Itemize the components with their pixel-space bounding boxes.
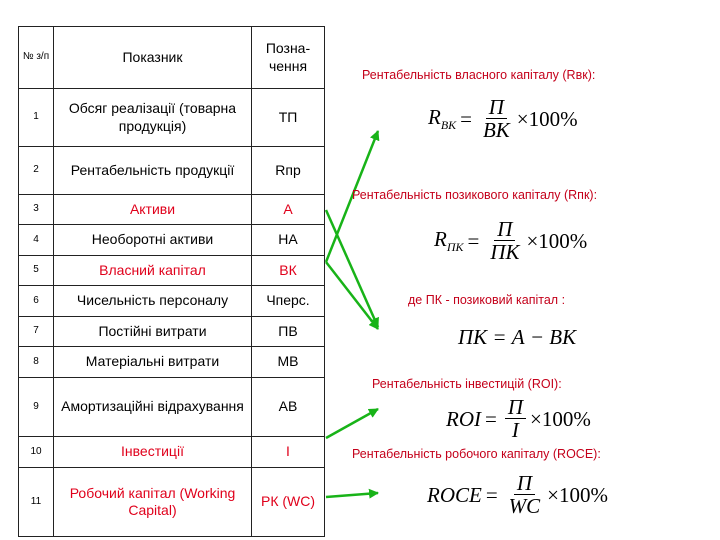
row-num: 3: [19, 195, 54, 225]
header-num: № з/п: [19, 27, 54, 89]
pk-formula: ПК = А − ВК: [458, 325, 577, 349]
row-name: Постійні витрати: [54, 317, 252, 347]
row-symbol: АВ: [252, 378, 325, 437]
roce-label: Рентабельність робочого капіталу (ROCE):: [352, 447, 601, 461]
row-symbol: ПВ: [252, 317, 325, 347]
roi-label: Рентабельність інвестицій (ROI):: [372, 377, 562, 391]
row-name: Інвестиції: [54, 437, 252, 468]
row-num: 10: [19, 437, 54, 468]
rvk-lhs: $R_{ВК}$: [428, 104, 457, 133]
arrow-investments: [326, 409, 378, 438]
rpk-formula: $R_{ПК}$ = $\frac{П}{ПК}$ ×100%: [434, 217, 588, 265]
pk-label: де ПК - позиковий капітал :: [408, 293, 566, 307]
roce-formula: ROCE = $\frac{П}{WC}$ ×100%: [427, 471, 609, 519]
row-symbol: РК (WC): [252, 468, 325, 537]
row-name: Чисельність персоналу: [54, 286, 252, 317]
rvk-tail: ×100%: [516, 106, 578, 131]
rvk-formula: $R_{ВК}$ = $\frac{П}{ВК}$ ×100%: [428, 95, 578, 143]
row-symbol: Rпр: [252, 147, 325, 195]
header-symbol: Позна- чення: [252, 27, 325, 89]
row-num: 8: [19, 347, 54, 378]
header-name: Показник: [54, 27, 252, 89]
row-symbol: Чперс.: [252, 286, 325, 317]
row-name: Обсяг реалізації (товарна продукція): [54, 89, 252, 147]
row-num: 2: [19, 147, 54, 195]
rvk-label: Рентабельність власного капіталу (Rвк):: [362, 68, 596, 82]
row-num: 1: [19, 89, 54, 147]
row-num: 5: [19, 256, 54, 286]
row-num: 9: [19, 378, 54, 437]
row-symbol: НА: [252, 225, 325, 256]
row-name: Амортизаційні відрахування: [54, 378, 252, 437]
row-symbol: ВК: [252, 256, 325, 286]
row-name: Матеріальні витрати: [54, 347, 252, 378]
row-num: 7: [19, 317, 54, 347]
arrow-equity-pk: [326, 262, 378, 329]
row-name: Необоротні активи: [54, 225, 252, 256]
row-num: 6: [19, 286, 54, 317]
row-symbol: ТП: [252, 89, 325, 147]
row-num: 4: [19, 225, 54, 256]
row-symbol: І: [252, 437, 325, 468]
row-name: Робочий капітал (Working Capital): [54, 468, 252, 537]
roi-formula: ROI = $\frac{П}{І}$ ×100%: [446, 395, 591, 443]
row-num: 11: [19, 468, 54, 537]
rpk-label: Рентабельність позикового капіталу (Rпк):: [352, 188, 598, 202]
row-symbol: А: [252, 195, 325, 225]
row-symbol: МВ: [252, 347, 325, 378]
arrow-working-capital: [326, 493, 378, 497]
row-name: Власний капітал: [54, 256, 252, 286]
row-name: Активи: [54, 195, 252, 225]
arrow-assets: [326, 210, 378, 327]
row-name: Рентабельність продукції: [54, 147, 252, 195]
